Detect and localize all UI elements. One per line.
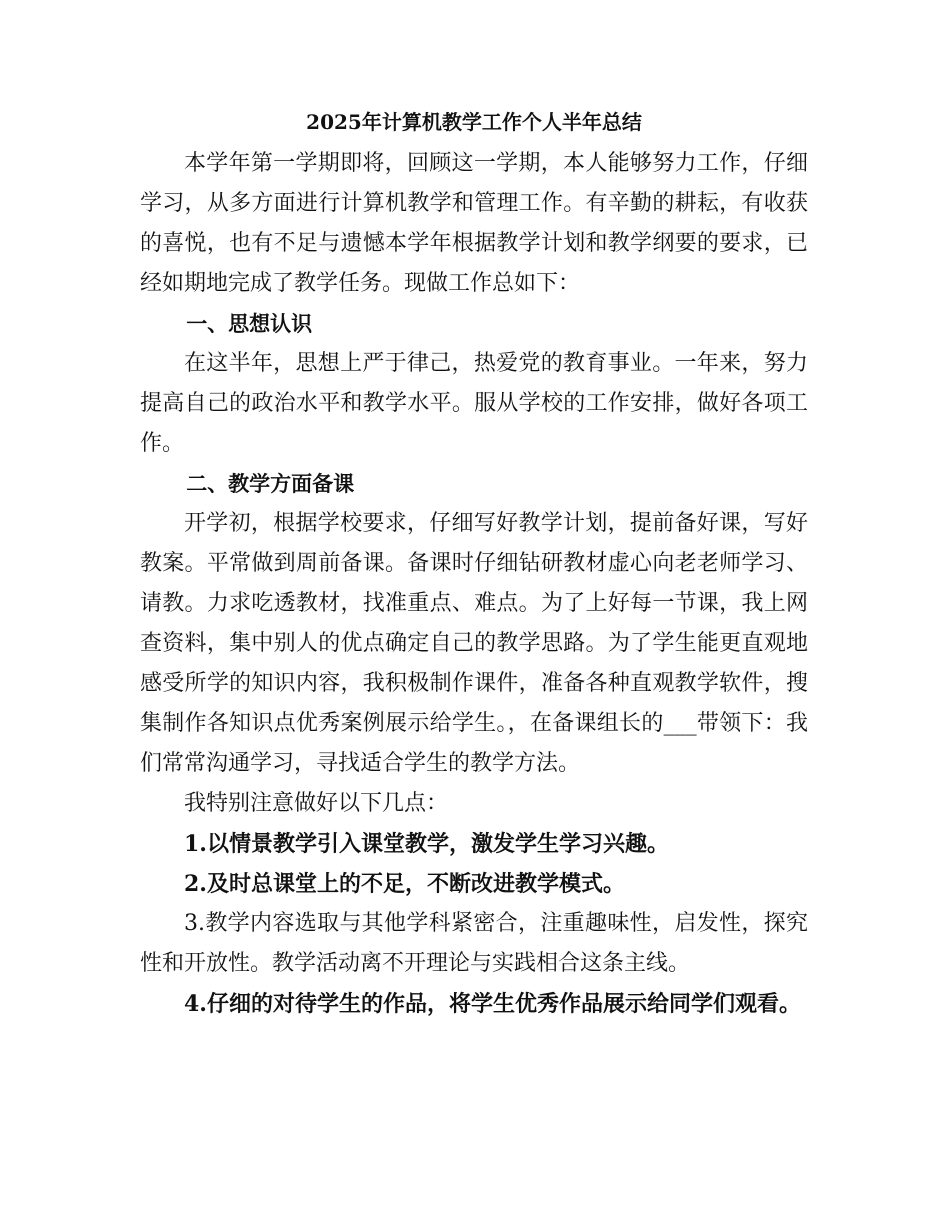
section-heading-lesson-prep: 二、教学方面备课 <box>186 471 355 496</box>
point-item-4: 4.仔细的对待学生的作品，将学生优秀作品展示给同学们观看。 <box>184 991 801 1017</box>
points-intro: 我特别注意做好以下几点： <box>184 791 449 816</box>
document-page <box>140 108 808 1024</box>
point-item-1: 1.以情景教学引入课堂教学，激发学生学习兴趣。 <box>184 831 669 857</box>
intro-paragraph: 本学年第一学期即将，回顾这一学期，本人能够努力工作，仔细学习，从多方面进行计算机教学和管理工作。有辛勤的耕耘，有收获的喜悦，也有不足与遗憾本学年根据教学计划和教学纲要的要求，已经如期地完成了教学任务。现做工作总如下： <box>140 151 808 296</box>
section-heading-ideology: 一、思想认识 <box>186 311 313 336</box>
point-item-3: 3.教学内容选取与其他学科紧密合，注重趣味性，启发性，探究性和开放性。教学活动离不开理论与实践相合这条主线。 <box>140 911 808 976</box>
point-item-2: 2.及时总课堂上的不足，不断改进教学模式。 <box>184 871 625 897</box>
document-title: 2025年计算机教学工作个人半年总结 <box>306 110 642 134</box>
section-ideology-paragraph: 在这半年，思想上严于律己，热爱党的教育事业。一年来，努力提高自己的政治水平和教学水平。服从学校的工作安排，做好各项工作。 <box>140 351 808 456</box>
section-lesson-prep-paragraph: 开学初，根据学校要求，仔细写好教学计划，提前备好课，写好教案。平常做到周前备课。备课时仔细钻研教材虚心向老老师学习、请教。力求吃透教材，找准重点、难点。为了上好每一节课，我上网查资料，集中别人的优点确定自己的教学思路。为了学生能更直观地感受所学的知识内容，我积极制作课件，准备各种直观教学软件，搜集制作各知识点优秀案例展示给学生。，在备课组长的___带领下：我们常常沟通学习，寻找适合学生的教学方法。 <box>140 511 808 776</box>
